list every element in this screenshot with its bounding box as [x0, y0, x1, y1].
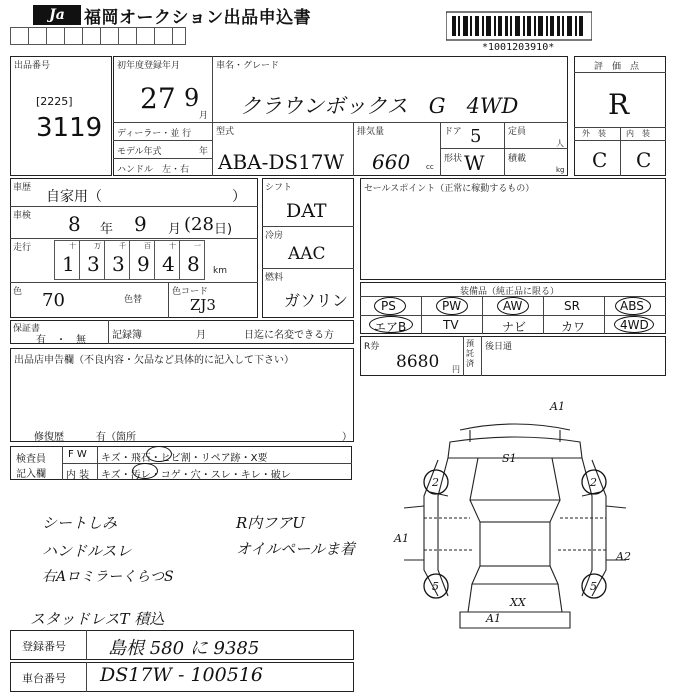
equip-leather: カワ	[561, 320, 586, 334]
registration-value: 島根 580 に 9385	[108, 638, 260, 659]
shift-label: シフト	[265, 183, 293, 193]
color-label: 色	[13, 287, 23, 297]
equip-4wd: 4WD	[620, 318, 649, 332]
model-year-unit: 年	[199, 147, 209, 157]
mark-rear-xx: XX	[510, 596, 526, 609]
repair-history-close: ）	[342, 432, 352, 443]
fw-head: F W	[68, 449, 87, 460]
inspection-label: 車検	[13, 211, 32, 221]
barcode-number: *1001203910*	[482, 42, 555, 53]
form-title: 福岡オークション出品申込書	[84, 8, 312, 28]
note-2: R内フアU	[236, 514, 305, 532]
doors-value: 5	[470, 126, 482, 147]
mark-right-a2: A2	[616, 550, 631, 563]
equip-tv: TV	[443, 318, 459, 332]
capacity-label: 定員	[508, 127, 527, 137]
auction-logo: Ja	[33, 5, 81, 25]
barcode	[446, 10, 592, 42]
mileage-head-6: 一	[194, 242, 201, 250]
note-3: ハンドルスレ	[42, 542, 132, 560]
registration-label: 登録番号	[22, 640, 66, 653]
grade-label: 評 価 点	[594, 62, 640, 72]
inspection-month: 9	[134, 212, 147, 236]
mark-rear-a1: A1	[486, 612, 501, 625]
interior-items: キズ・汚レ・コゲ・穴・スレ・キレ・破レ	[101, 470, 291, 481]
inspection-year-unit: 年	[100, 222, 114, 237]
capacity-unit: 人	[556, 139, 564, 148]
mileage-head-1: 十	[69, 242, 76, 250]
type-label: 型式	[216, 127, 235, 137]
usage-label: 車歴	[13, 183, 32, 193]
note-4: オイルペールま着	[236, 540, 355, 558]
equip-aw: AW	[503, 299, 523, 313]
interior-head: 内 装	[66, 470, 90, 481]
note-5: 右AロミラーくらつS	[42, 569, 174, 585]
inspector-label-2: 記入欄	[16, 469, 46, 480]
lot-number: 3119	[36, 113, 103, 143]
sales-point-label: セールスポイント（正常に稼動するもの）	[364, 184, 535, 194]
displacement-value: 660	[372, 150, 411, 174]
mileage-digit-1: 1	[62, 252, 75, 276]
equip-sr: SR	[564, 299, 580, 313]
repair-history-label: 修復歴	[34, 432, 64, 443]
usage-value: 自家用（	[46, 189, 102, 205]
mileage-head-4: 百	[144, 242, 151, 250]
equip-pw: PW	[442, 299, 462, 313]
mark-wheel-fr: 2	[590, 476, 597, 489]
mark-front-a1: A1	[550, 400, 565, 413]
mileage-unit: km	[213, 266, 227, 276]
first-reg-label: 初年度登録年月	[117, 61, 181, 71]
interior-label: 内 装	[626, 129, 650, 138]
equipment-label: 装備品（純正品に限る）	[460, 287, 560, 297]
inspection-month-unit: 月	[168, 222, 182, 237]
shift-value: DAT	[286, 200, 327, 222]
chassis-label: 車台番号	[22, 672, 66, 685]
equip-circle	[374, 297, 406, 315]
inspector-label: 検査員	[16, 454, 46, 465]
vehicle-damage-diagram	[390, 400, 640, 640]
record-label: 記録簿	[112, 330, 142, 341]
equip-navi: ナビ	[502, 320, 527, 334]
displacement-unit: cc	[426, 163, 434, 171]
lot-code: [2225]	[36, 95, 73, 108]
mark-hood-s1: S1	[502, 452, 517, 465]
chassis-value: DS17W - 100516	[100, 664, 263, 686]
ac-value: AAC	[288, 244, 326, 264]
warranty-label: 保証書	[13, 324, 41, 334]
inspection-year: 8	[68, 212, 81, 236]
equip-circle	[436, 297, 468, 315]
usage-close: ）	[232, 189, 246, 205]
mileage-digit-5: 4	[162, 252, 175, 276]
recycle-deposit-label: 預託済	[466, 339, 474, 368]
color-code: ZJ3	[190, 296, 216, 314]
mileage-head-5: 十	[169, 242, 176, 250]
exterior-label: 外 装	[582, 129, 606, 138]
mark-wheel-rr: 5	[590, 580, 597, 593]
inspection-day: (28	[184, 214, 214, 235]
recycle-other-label: 後日通	[485, 342, 513, 352]
car-name-value: クラウンボックス G 4WD	[240, 94, 519, 118]
header-checkbox-strip	[10, 27, 186, 45]
inspection-day-unit: 日)	[214, 222, 233, 237]
type-value: ABA-DS17W	[218, 150, 345, 174]
mileage-label: 走行	[13, 243, 32, 253]
shape-label: 形状	[444, 154, 463, 164]
note-6: スタッドレスT 積込	[30, 610, 165, 628]
exterior-grade: C	[592, 148, 608, 172]
color-change-label: 色替	[124, 295, 143, 305]
fuel-label: 燃料	[265, 273, 284, 283]
mileage-meter	[54, 240, 210, 280]
interior-grade: C	[636, 148, 652, 172]
mark-left-a1: A1	[394, 532, 409, 545]
car-name-label: 車名・グレード	[216, 61, 280, 71]
first-reg-month: 9	[184, 84, 200, 112]
mark-wheel-rl: 5	[432, 580, 439, 593]
mileage-digit-3: 3	[112, 252, 125, 276]
equip-circle	[497, 297, 529, 315]
model-year-label: モデル年式	[117, 147, 162, 157]
shape-value: W	[464, 151, 485, 175]
warranty-options: 有 ・ 無	[36, 335, 86, 346]
equip-circle	[369, 316, 413, 333]
load-unit: kg	[556, 166, 565, 174]
mileage-head-2: 万	[94, 242, 101, 250]
note-1: シートしみ	[42, 514, 118, 532]
repair-history-value: 有（箇所	[96, 432, 136, 443]
inspector-circle	[146, 446, 172, 462]
ac-label: 冷房	[265, 231, 284, 241]
equip-abs: ABS	[620, 299, 644, 313]
equip-ps: PS	[381, 299, 396, 313]
recycle-amount: 8680	[396, 352, 440, 372]
dealer-label: ディーラー・並 行	[117, 129, 192, 139]
recycle-unit: 円	[452, 365, 460, 374]
mark-wheel-fl: 2	[432, 476, 439, 489]
recycle-label: R券	[364, 342, 380, 352]
record-month: 月	[196, 330, 206, 341]
equip-airbag: エアB	[374, 320, 407, 334]
report-label: 出品店申告欄（不良内容・欠品など具体的に記入して下さい）	[14, 355, 294, 366]
fw-items: キズ・飛石・ヒビ割・リペア跡・X要	[101, 453, 268, 464]
handle-label: ハンドル 左・右	[117, 165, 190, 175]
color-value: 70	[42, 290, 65, 311]
mileage-digit-6: 8	[187, 252, 200, 276]
fuel-value: ガソリン	[284, 291, 349, 310]
inspector-circle	[132, 463, 158, 479]
lot-label: 出品番号	[14, 61, 51, 71]
mileage-digit-2: 3	[87, 252, 100, 276]
load-label: 積載	[508, 154, 527, 164]
first-reg-year: 27	[140, 82, 176, 115]
first-reg-month-unit: 月	[199, 111, 209, 121]
doors-label: ドア	[444, 127, 462, 137]
grade-value: R	[608, 88, 630, 121]
displacement-label: 排気量	[357, 127, 385, 137]
color-code-label: 色コード	[172, 287, 209, 297]
mileage-digit-4: 9	[137, 252, 150, 276]
mileage-head-3: 千	[119, 242, 126, 250]
equip-circle	[614, 316, 654, 333]
equip-circle	[615, 297, 651, 315]
record-note: 日迄に名変できる方	[244, 330, 334, 341]
